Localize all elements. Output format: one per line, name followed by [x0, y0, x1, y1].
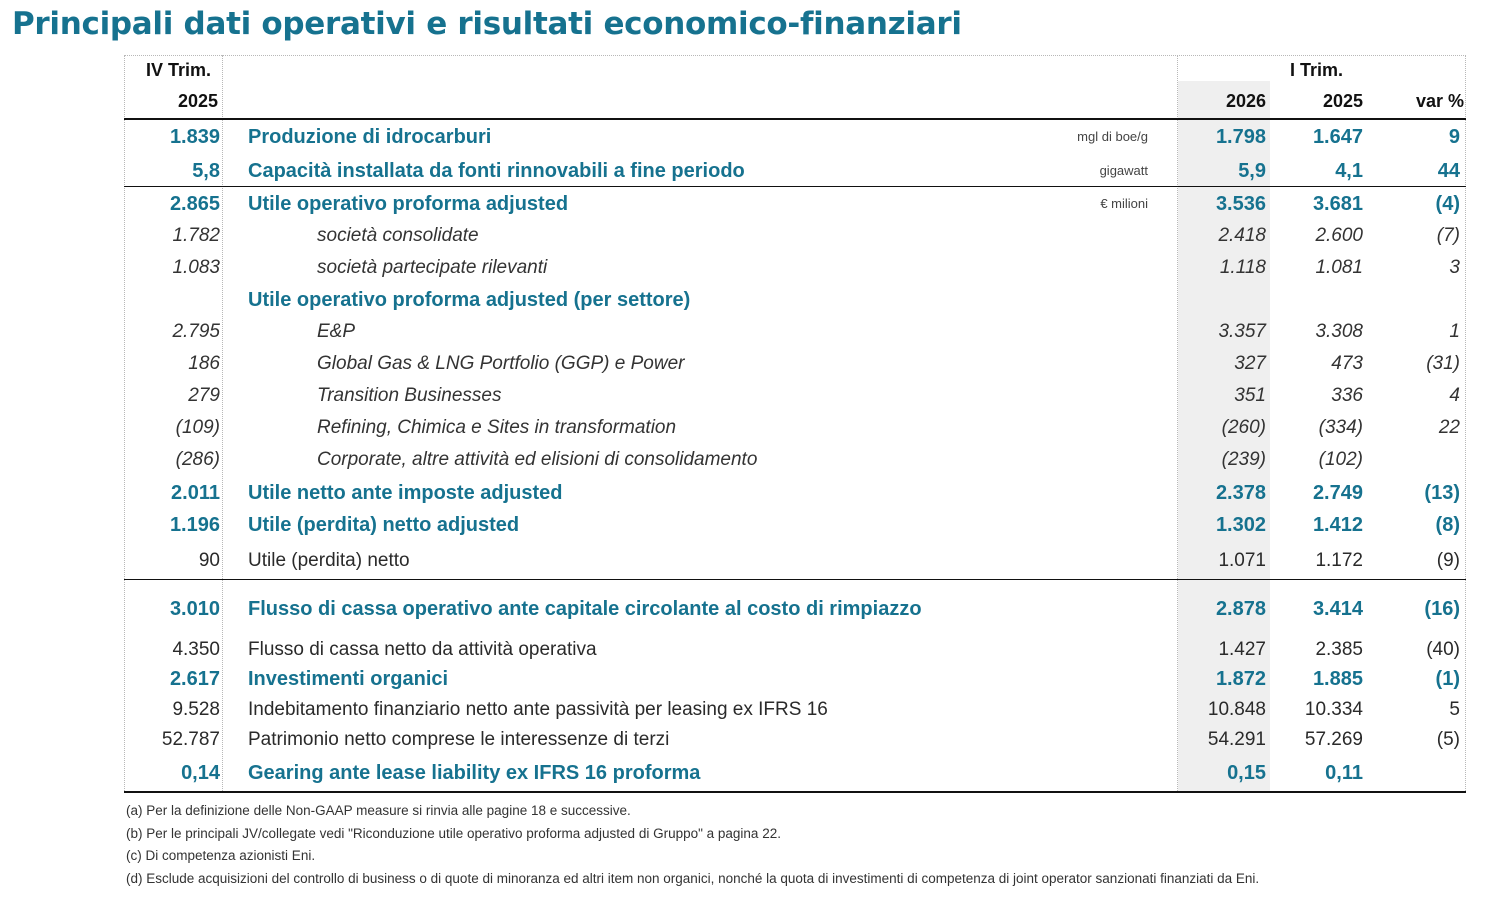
- table-row: 1.083 società partecipate rilevanti 1.118 1.081 3: [172, 257, 1460, 278]
- header-2025: 2025: [1322, 91, 1363, 111]
- table-row: Utile operativo proforma adjusted (per settore): [248, 289, 691, 311]
- table-row: 186 Global Gas & LNG Portfolio (GGP) e Power 327 473 (31): [188, 353, 1460, 374]
- table-row: 2.795 E&P 3.357 3.308 1: [172, 321, 1460, 342]
- table-row: 1.782 società consolidate 2.418 2.600 (7): [172, 225, 1460, 246]
- table-row: 5,8 Capacità installata da fonti rinnovabili a fine periodo gigawatt 5,9 4,1 44: [192, 160, 1460, 182]
- header-prev-period: IV Trim.: [146, 60, 212, 80]
- header-rule: [124, 118, 1466, 120]
- footnote: (b) Per le principali JV/collegate vedi "Riconduzione utile operativo proforma adjusted di Gruppo" a pagina 22.: [126, 825, 781, 841]
- bottom-rule: [124, 791, 1466, 793]
- table-row: 52.787 Patrimonio netto comprese le interessenze di terzi 54.291 57.269 (5): [161, 729, 1460, 750]
- table-row: 3.010 Flusso di cassa operativo ante capitale circolante al costo di rimpiazzo 2.878 3.414 (16): [169, 598, 1460, 620]
- header-prev-year: 2025: [178, 91, 219, 111]
- footnote: (a) Per la definizione delle Non-GAAP measure si rinvia alle pagine 18 e successive.: [126, 803, 631, 818]
- table-row: (109) Refining, Chimica e Sites in transformation (260) (334) 22: [175, 417, 1460, 438]
- footnote: (d) Esclude acquisizioni del controllo di business o di quote di minoranza ed altri item non organici, nonché la quota di investimenti di competenza di joint operator sanzionati finanziati da Eni.: [126, 870, 1260, 886]
- table-row: 1.196 Utile (perdita) netto adjusted 1.302 1.412 (8): [169, 514, 1460, 536]
- financial-table: [124, 55, 1466, 793]
- table-row: 90 Utile (perdita) netto 1.071 1.172 (9): [198, 550, 1460, 571]
- table-row: 4.350 Flusso di cassa netto da attività operativa 1.427 2.385 (40): [172, 639, 1460, 660]
- footnotes: [126, 800, 1259, 890]
- page-title: Principali dati operativi e risultati economico-finanziari: [12, 6, 962, 42]
- table-row: 1.839 Produzione di idrocarburi mgl di boe/g 1.798 1.647 9: [169, 126, 1460, 148]
- header-var: var %: [1415, 91, 1464, 111]
- section-rule: [124, 186, 1466, 187]
- table-row: (286) Corporate, altre attività ed elisioni di consolidamento (239) (102): [175, 449, 1363, 470]
- table-row: 2.865 Utile operativo proforma adjusted € milioni 3.536 3.681 (4): [169, 193, 1460, 215]
- footnote: (c) Di competenza azionisti Eni.: [126, 848, 316, 863]
- table-row: 9.528 Indebitamento finanziario netto ante passività per leasing ex IFRS 16 10.848 10.334 5: [172, 699, 1460, 720]
- table-row: 2.617 Investimenti organici 1.872 1.885 (1): [169, 668, 1460, 690]
- table-row: 0,14 Gearing ante lease liability ex IFRS 16 proforma 0,15 0,11: [181, 762, 1363, 784]
- table-row: 2.011 Utile netto ante imposte adjusted 2.378 2.749 (13): [171, 482, 1460, 504]
- header-2026: 2026: [1225, 91, 1266, 111]
- header-cur-period: I Trim.: [1290, 60, 1344, 80]
- section-rule: [124, 579, 1466, 580]
- table-row: 279 Transition Businesses 351 336 4: [188, 385, 1460, 406]
